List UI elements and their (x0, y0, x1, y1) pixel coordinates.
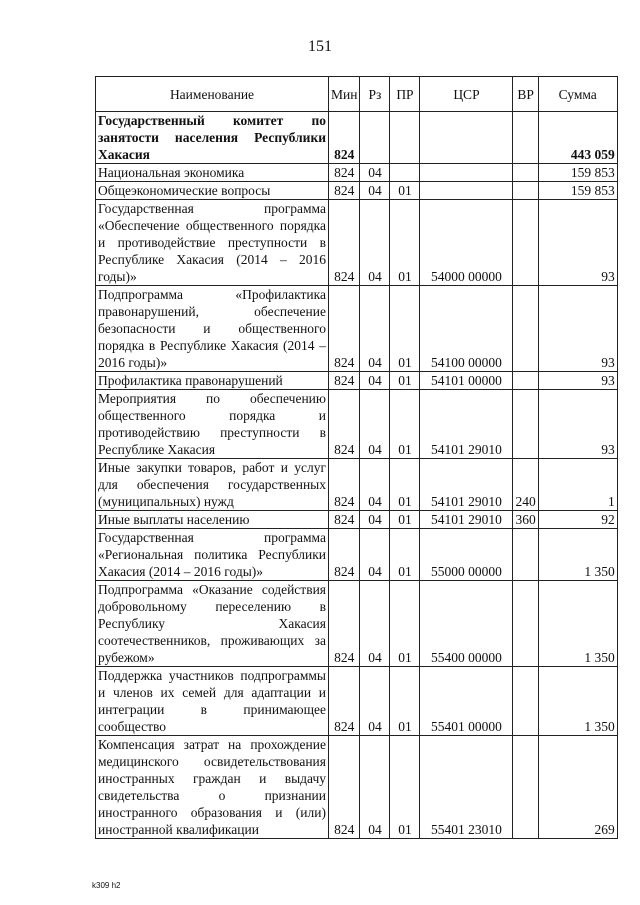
cell-min: 824 (329, 581, 360, 667)
cell-csr (420, 112, 513, 164)
cell-sum: 92 (538, 511, 617, 529)
cell-min: 824 (329, 459, 360, 511)
table-row (96, 581, 618, 667)
cell-rz: 04 (360, 390, 390, 459)
cell-sum: 93 (538, 390, 617, 459)
cell-rz: 04 (360, 372, 390, 390)
cell-csr: 55401 00000 (420, 667, 513, 736)
cell-vr (513, 182, 538, 200)
cell-sum: 443 059 (538, 112, 617, 164)
cell-vr (513, 200, 538, 286)
cell-name: Подпрограмма «Оказание содействия добровольному переселению в Республику Хакасия соотечественников, проживающих за рубежом» (96, 581, 329, 667)
cell-name: Поддержка участников подпрограммы и членов их семей для адаптации и интеграции в принимающее сообщество (96, 667, 329, 736)
cell-vr (513, 529, 538, 581)
cell-min: 824 (329, 667, 360, 736)
cell-min: 824 (329, 112, 360, 164)
cell-pr: 01 (390, 667, 420, 736)
cell-csr: 54101 00000 (420, 372, 513, 390)
cell-vr (513, 286, 538, 372)
table-row (96, 459, 618, 511)
cell-rz (360, 112, 390, 164)
cell-pr: 01 (390, 511, 420, 529)
cell-pr: 01 (390, 182, 420, 200)
cell-sum: 1 350 (538, 529, 617, 581)
cell-sum: 1 (538, 459, 617, 511)
cell-pr: 01 (390, 372, 420, 390)
cell-min: 824 (329, 390, 360, 459)
cell-csr: 55401 23010 (420, 736, 513, 839)
table-row (96, 372, 618, 390)
cell-vr (513, 390, 538, 459)
table-row (96, 667, 618, 736)
cell-pr: 01 (390, 529, 420, 581)
table-row (96, 286, 618, 372)
table-row (96, 200, 618, 286)
cell-pr: 01 (390, 200, 420, 286)
header-name: Наименование (96, 77, 329, 112)
cell-rz: 04 (360, 736, 390, 839)
cell-rz: 04 (360, 667, 390, 736)
cell-vr: 360 (513, 511, 538, 529)
cell-rz: 04 (360, 164, 390, 182)
header-sum: Сумма (538, 77, 617, 112)
cell-name: Компенсация затрат на прохождение медицинского освидетельствования иностранных граждан и выдачу свидетельства о признании иностранного образования и (или) иностранной квалификации (96, 736, 329, 839)
cell-csr: 54101 29010 (420, 459, 513, 511)
table-row (96, 511, 618, 529)
header-csr: ЦСР (420, 77, 513, 112)
cell-rz: 04 (360, 182, 390, 200)
cell-rz: 04 (360, 200, 390, 286)
cell-name: Профилактика правонарушений (96, 372, 329, 390)
cell-csr (420, 182, 513, 200)
cell-vr (513, 736, 538, 839)
table-row (96, 164, 618, 182)
cell-csr (420, 164, 513, 182)
cell-rz: 04 (360, 286, 390, 372)
cell-min: 824 (329, 182, 360, 200)
cell-pr: 01 (390, 286, 420, 372)
cell-sum: 1 350 (538, 581, 617, 667)
footer-code: k309 h2 (92, 881, 121, 890)
cell-min: 824 (329, 286, 360, 372)
cell-pr (390, 164, 420, 182)
cell-rz: 04 (360, 529, 390, 581)
cell-csr: 54101 29010 (420, 390, 513, 459)
cell-min: 824 (329, 529, 360, 581)
header-pr: ПР (390, 77, 420, 112)
cell-csr: 55400 00000 (420, 581, 513, 667)
table-row (96, 736, 618, 839)
cell-name: Государственный комитет по занятости населения Республики Хакасия (96, 112, 329, 164)
cell-name: Иные закупки товаров, работ и услуг для обеспечения государственных (муниципальных) нужд (96, 459, 329, 511)
budget-table (95, 76, 618, 839)
cell-pr: 01 (390, 581, 420, 667)
cell-vr (513, 164, 538, 182)
cell-rz: 04 (360, 581, 390, 667)
cell-csr: 55000 00000 (420, 529, 513, 581)
cell-min: 824 (329, 164, 360, 182)
cell-name: Национальная экономика (96, 164, 329, 182)
cell-sum: 269 (538, 736, 617, 839)
header-rz: Рз (360, 77, 390, 112)
cell-name: Государственная программа «Региональная политика Республики Хакасия (2014 – 2016 годы)» (96, 529, 329, 581)
cell-pr: 01 (390, 736, 420, 839)
cell-sum: 1 350 (538, 667, 617, 736)
cell-pr: 01 (390, 459, 420, 511)
cell-vr: 240 (513, 459, 538, 511)
cell-rz: 04 (360, 459, 390, 511)
table-row (96, 112, 618, 164)
cell-sum: 159 853 (538, 164, 617, 182)
cell-min: 824 (329, 511, 360, 529)
cell-vr (513, 372, 538, 390)
cell-name: Подпрограмма «Профилактика правонарушений, обеспечение безопасности и общественного порядка в Республике Хакасия (2014 – 2016 годы)» (96, 286, 329, 372)
header-vr: ВР (513, 77, 538, 112)
cell-rz: 04 (360, 511, 390, 529)
table-header-row (96, 77, 618, 112)
cell-vr (513, 581, 538, 667)
cell-sum: 93 (538, 200, 617, 286)
cell-csr: 54000 00000 (420, 200, 513, 286)
header-min: Мин (329, 77, 360, 112)
cell-name: Общеэкономические вопросы (96, 182, 329, 200)
cell-vr (513, 112, 538, 164)
cell-min: 824 (329, 372, 360, 390)
cell-min: 824 (329, 736, 360, 839)
cell-min: 824 (329, 200, 360, 286)
cell-sum: 93 (538, 286, 617, 372)
table-row (96, 529, 618, 581)
cell-name: Иные выплаты населению (96, 511, 329, 529)
cell-vr (513, 667, 538, 736)
cell-sum: 93 (538, 372, 617, 390)
table-row (96, 390, 618, 459)
cell-csr: 54101 29010 (420, 511, 513, 529)
cell-sum: 159 853 (538, 182, 617, 200)
cell-pr (390, 112, 420, 164)
cell-pr: 01 (390, 390, 420, 459)
page-number: 151 (308, 38, 332, 55)
cell-csr: 54100 00000 (420, 286, 513, 372)
cell-name: Мероприятия по обеспечению общественного порядка и противодействию преступности в Республике Хакасия (96, 390, 329, 459)
table-row (96, 182, 618, 200)
cell-name: Государственная программа «Обеспечение общественного порядка и противодействие преступности в Республике Хакасия (2014 – 2016 годы)» (96, 200, 329, 286)
